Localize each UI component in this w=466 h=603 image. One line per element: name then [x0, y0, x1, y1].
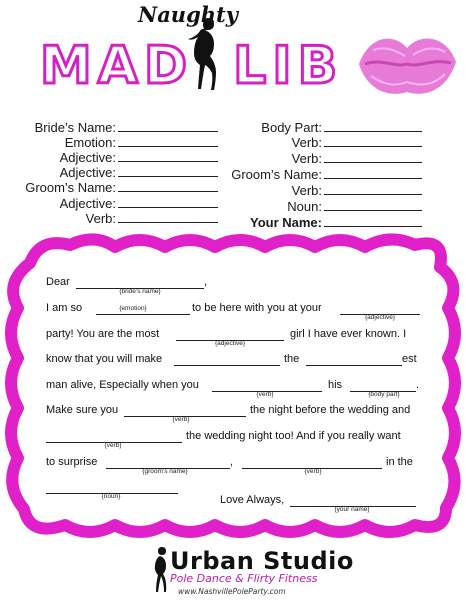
field-row-verb-1[interactable] [224, 134, 422, 150]
field-line[interactable] [324, 182, 422, 195]
field-label: Noun: [287, 199, 322, 214]
field-label: Bride’s Name: [34, 120, 116, 135]
field-line[interactable] [118, 164, 218, 177]
field-line[interactable] [118, 179, 218, 192]
field-line[interactable] [324, 150, 422, 163]
story-line-3b: girl I have ever known. I [290, 328, 407, 340]
field-label: Verb: [291, 183, 322, 198]
field-row-emotion[interactable] [8, 134, 218, 150]
field-row-adjective-1[interactable] [8, 149, 218, 165]
field-label: Verb: [291, 135, 322, 150]
hint-body-part: {body part} [368, 391, 400, 398]
story-comma: , [204, 276, 208, 288]
field-line[interactable] [324, 198, 422, 211]
hint-adjective-1: {adjective} [365, 314, 395, 321]
field-line[interactable] [118, 119, 218, 132]
story-line-8a: to surprise [46, 456, 98, 468]
field-row-grooms-name-2[interactable] [224, 166, 422, 182]
hint-grooms-name: {groom’s name} [142, 468, 188, 475]
field-label: Body Part: [261, 120, 322, 135]
hint-your-name: {your name} [334, 506, 370, 513]
field-row-verb-2[interactable] [224, 150, 422, 166]
field-line[interactable] [324, 166, 422, 179]
field-line[interactable] [118, 134, 218, 147]
story-line-8c: in the [386, 456, 413, 468]
field-line[interactable] [324, 134, 422, 147]
hint-verb-4: {verb} [304, 468, 322, 475]
lips-kiss-icon [355, 28, 460, 100]
story-love-always: Love Always, [220, 494, 285, 506]
footer-brand: Urban Studio [170, 547, 354, 575]
subtitle-naughty: Naughty [138, 2, 238, 27]
field-line[interactable] [118, 210, 218, 223]
story-line-5a: man alive, Especially when you [46, 379, 199, 391]
field-row-brides-name[interactable] [8, 119, 218, 135]
blank-emotion[interactable] [96, 313, 190, 315]
field-label: Emotion: [64, 135, 116, 150]
blank-grooms-name[interactable] [174, 364, 280, 366]
field-line[interactable] [324, 214, 422, 227]
pole-dancer-logo-icon [150, 545, 172, 595]
title-left: MAD [40, 36, 194, 96]
field-row-verb[interactable] [8, 210, 218, 226]
field-label: Adjective: [59, 196, 116, 211]
footer-tagline: Pole Dance & Flirty Fitness [170, 572, 318, 585]
story-line-4a: know that you will make [46, 353, 163, 365]
field-row-adjective-2[interactable] [8, 164, 218, 180]
story-line-3a: party! You are the most [46, 328, 160, 340]
field-row-noun[interactable] [224, 198, 422, 214]
hint-verb-3: {verb} [104, 442, 122, 449]
hint-verb-2: {verb} [172, 416, 190, 423]
field-label: Groom’s Name: [231, 167, 322, 182]
blank-adjective-3[interactable] [306, 364, 402, 366]
field-label: Verb: [85, 211, 116, 226]
title-right: LIB [233, 36, 344, 96]
field-line[interactable] [118, 195, 218, 208]
hint-brides-name: {bride’s name} [119, 288, 161, 295]
hint-emotion: {emotion} [119, 305, 147, 312]
field-row-body-part[interactable] [224, 119, 422, 135]
story-line-8b: , [230, 456, 234, 468]
field-row-adjective-3[interactable] [8, 195, 218, 211]
story-line-6b: the night before the wedding and [250, 404, 411, 416]
hint-adjective-2: {adjective} [215, 340, 245, 347]
story-line-6a: Make sure you [46, 404, 119, 416]
field-row-your-name[interactable] [224, 214, 422, 230]
hint-verb-1: {verb} [256, 391, 274, 398]
field-label: Groom’s Name: [25, 180, 116, 195]
story-line-2a: I am so [46, 302, 83, 314]
field-line[interactable] [118, 149, 218, 162]
story-line-4c: est [402, 353, 417, 365]
story-line-4b: the [284, 353, 300, 365]
story-line-5c: . [416, 379, 420, 391]
field-line[interactable] [324, 119, 422, 132]
field-label: Your Name: [250, 215, 322, 230]
footer-url[interactable]: www.NashvillePoleParty.com [178, 587, 286, 596]
story-dear: Dear [46, 276, 70, 288]
field-label: Adjective: [59, 150, 116, 165]
story-line-5b: his [328, 379, 343, 391]
field-label: Adjective: [59, 165, 116, 180]
hint-noun: {noun} [101, 493, 121, 500]
story-line-7a: the wedding night too! And if you really want [186, 430, 401, 442]
field-row-verb-3[interactable] [224, 182, 422, 198]
story-line-2b: to be here with you at your [192, 302, 322, 314]
dancer-silhouette-icon [184, 14, 224, 94]
field-label: Verb: [291, 151, 322, 166]
field-row-grooms-name[interactable] [8, 179, 218, 195]
